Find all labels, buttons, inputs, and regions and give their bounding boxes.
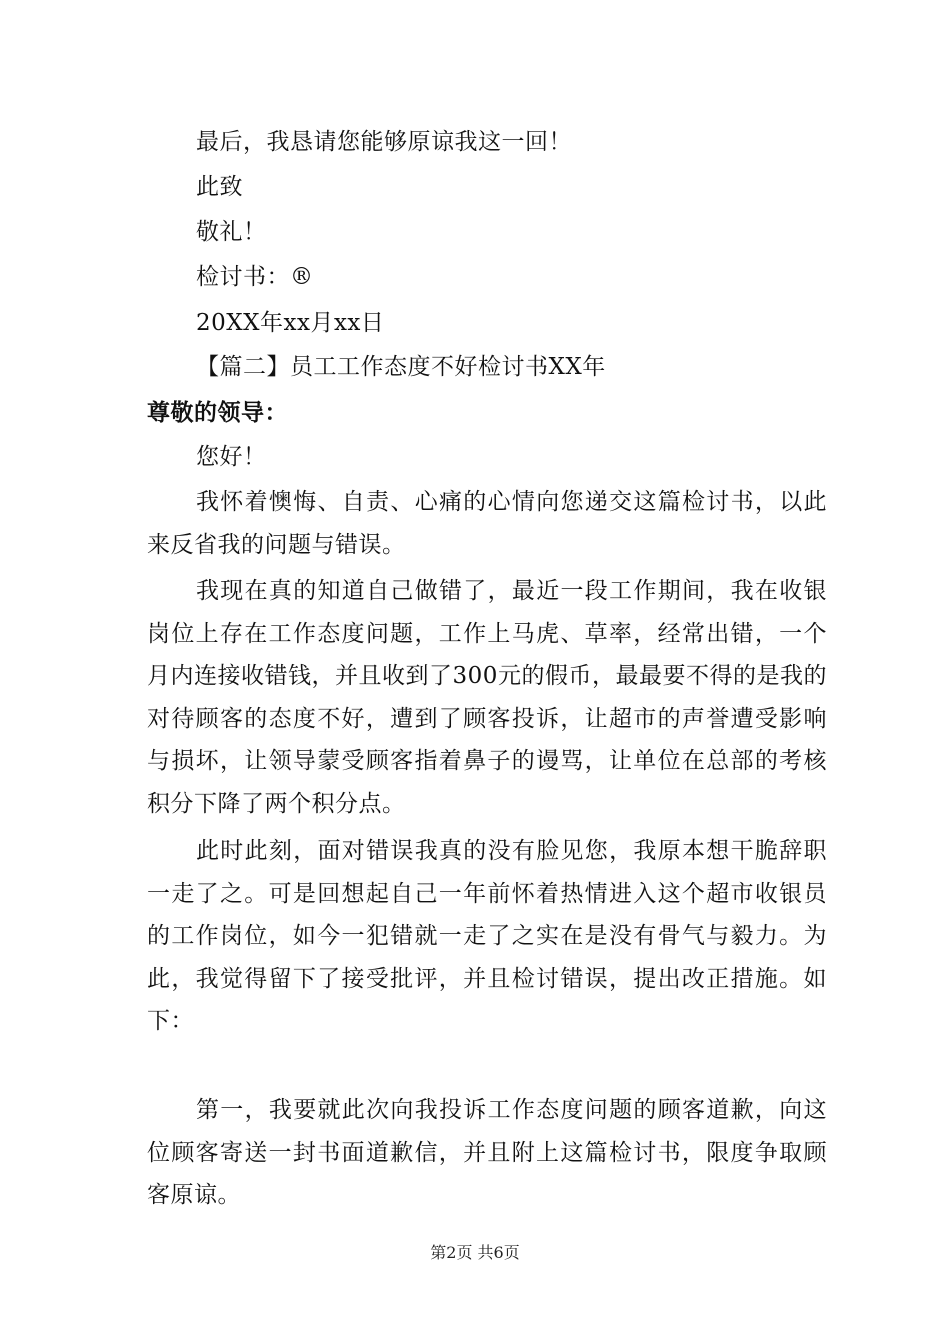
paragraph-problems: 我现在真的知道自己做错了，最近一段工作期间，我在收银岗位上存在工作态度问题，工作上马虎、草率，经常出错，一个月内连接收错钱，并且收到了300元的假币，最最要不得的是我的对待顾客的态度不好，遭到了顾客投诉，让超市的声誉遭受影响与损坏，让领导蒙受顾客指着鼻子的谩骂，让单位在总部的考核积分下降了两个积分点。	[147, 578, 827, 817]
closing-line-signature: 检讨书：®	[196, 264, 314, 290]
section-heading: 【篇二】员工工作态度不好检讨书XX年	[196, 354, 606, 380]
paragraph-first-measure: 第一，我要就此次向我投诉工作态度问题的顾客道歉，向这位顾客寄送一封书面道歉信，并且附上这篇检讨书，限度争取顾客原谅。	[147, 1097, 827, 1208]
closing-line-salute: 敬礼！	[196, 219, 267, 245]
greeting: 您好！	[196, 444, 267, 470]
closing-line-respect: 此致	[196, 174, 243, 200]
paragraph-reflection: 此时此刻，面对错误我真的没有脸见您，我原本想干脆辞职一走了之。可是回想起自己一年前怀着热情进入这个超市收银员的工作岗位，如今一犯错就一走了之实在是没有骨气与毅力。为此，我觉得留下了接受批评，并且检讨错误，提出改正措施。如下：	[147, 838, 827, 1034]
closing-line-date: 20XX年xx月xx日	[196, 310, 385, 336]
page-number-footer: 第2页 共6页	[430, 1243, 520, 1262]
salutation: 尊敬的领导：	[147, 400, 288, 426]
closing-line-plea: 最后，我恳请您能够原谅我这一回！	[196, 129, 572, 155]
paragraph-intro: 我怀着懊悔、自责、心痛的心情向您递交这篇检讨书，以此来反省我的问题与错误。	[147, 489, 827, 558]
